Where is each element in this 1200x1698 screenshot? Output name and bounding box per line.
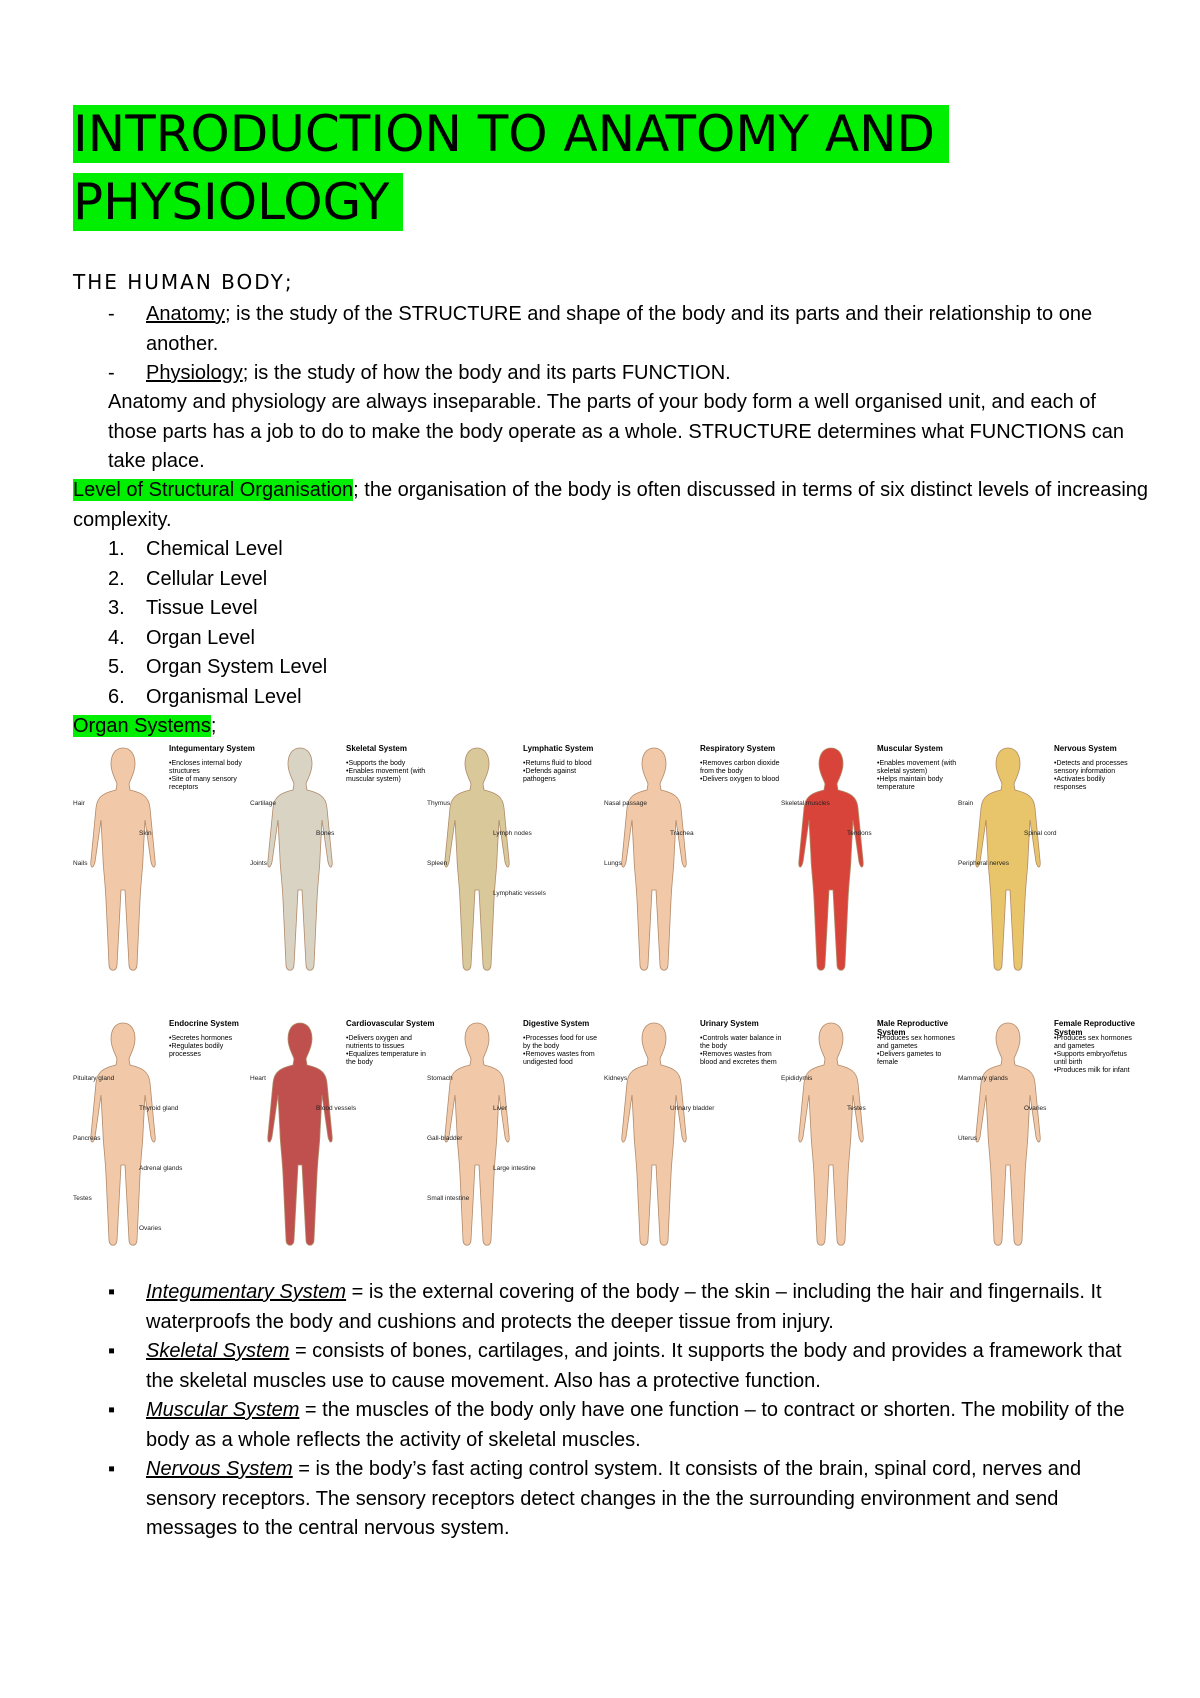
system-description: = is the external covering of the body – the skin – including the hair and fingernails. It waterproofs the body and cushions and protects the deeper tissue from injury. bbox=[146, 1281, 1102, 1333]
definition-list bbox=[108, 300, 1138, 389]
organ-label: Uterus bbox=[958, 1135, 978, 1142]
definition-item bbox=[108, 300, 1138, 359]
organ-system-functions bbox=[700, 1035, 782, 1067]
organ-system-function: • Produces sex hormones and gametes bbox=[877, 1035, 959, 1051]
human-figure-illustration bbox=[781, 740, 881, 980]
list-label: Organ Level bbox=[146, 626, 255, 649]
organ-system-panel bbox=[250, 1015, 435, 1255]
human-figure-illustration bbox=[604, 1015, 704, 1255]
organ-label: Joints bbox=[250, 860, 267, 867]
organ-system-function: • Removes carbon dioxide from the body bbox=[700, 760, 782, 776]
organ-system-panel bbox=[73, 740, 255, 980]
organ-system-function: • Removes wastes from blood and excretes them bbox=[700, 1051, 782, 1067]
organ-system-title: Female Reproductive System bbox=[1054, 1019, 1135, 1037]
body-silhouette bbox=[622, 748, 686, 970]
organ-label: Spinal cord bbox=[1024, 830, 1057, 837]
organ-system-panel bbox=[427, 740, 603, 980]
body-silhouette bbox=[622, 1023, 686, 1245]
organ-label: Trachea bbox=[670, 830, 694, 837]
organ-system-title: Skeletal System bbox=[346, 744, 407, 753]
organ-label: Skin bbox=[139, 830, 152, 837]
list-item bbox=[108, 565, 327, 595]
organ-system-panel bbox=[781, 1015, 957, 1255]
system-name: Muscular System bbox=[146, 1399, 300, 1421]
organ-system-function: • Enables movement (with muscular system) bbox=[346, 768, 428, 784]
heading-suffix: ; bbox=[210, 715, 217, 737]
organ-system-title: Digestive System bbox=[523, 1019, 590, 1028]
organ-label: Hair bbox=[73, 800, 85, 807]
body-silhouette bbox=[799, 748, 863, 970]
body-silhouette bbox=[976, 1023, 1040, 1245]
system-name: Nervous System bbox=[146, 1458, 293, 1480]
organ-system-functions bbox=[523, 1035, 605, 1067]
organ-system-title: Cardiovascular System bbox=[346, 1019, 435, 1028]
organ-system-function: • Processes food for use by the body bbox=[523, 1035, 605, 1051]
system-description-item bbox=[108, 1337, 1148, 1396]
list-label: Chemical Level bbox=[146, 538, 283, 560]
system-description: = consists of bones, cartilages, and joints. It supports the body and provides a framework that the skeletal muscles use to cause movement. Also has a protective function. bbox=[146, 1340, 1122, 1392]
list-number: 3. bbox=[108, 597, 125, 619]
system-description-item bbox=[108, 1455, 1148, 1544]
list-number: 2. bbox=[108, 567, 125, 590]
list-number: 6. bbox=[108, 685, 125, 708]
organ-label: Stomach bbox=[427, 1075, 453, 1082]
organ-label: Ovaries bbox=[1024, 1105, 1047, 1112]
human-figure-illustration bbox=[781, 1015, 881, 1255]
organ-system-function: • Regulates bodily processes bbox=[169, 1043, 251, 1059]
organ-label: Brain bbox=[958, 800, 974, 807]
organ-system-function: • Controls water balance in the body bbox=[700, 1035, 782, 1051]
organ-system-function: • Supports embryo/fetus until birth bbox=[1054, 1051, 1136, 1067]
body-silhouette bbox=[91, 748, 155, 970]
organ-system-function: • Returns fluid to blood bbox=[523, 760, 605, 768]
organ-label: Tendons bbox=[847, 830, 872, 837]
levels-heading: Level of Structural Organisation bbox=[73, 479, 354, 501]
organ-label: Cartilage bbox=[250, 800, 277, 807]
organ-system-function: • Delivers gametes to female bbox=[877, 1051, 959, 1067]
organ-system-functions bbox=[169, 760, 251, 792]
system-name: Skeletal System bbox=[146, 1340, 290, 1362]
body-silhouette bbox=[268, 748, 335, 970]
organ-label: Nails bbox=[73, 860, 88, 867]
list-item bbox=[108, 535, 327, 565]
title-line-1: INTRODUCTION TO ANATOMY AND bbox=[73, 105, 949, 163]
list-item bbox=[108, 683, 327, 713]
list-item bbox=[108, 624, 327, 654]
levels-paragraph bbox=[73, 476, 1148, 535]
list-number: 4. bbox=[108, 626, 125, 649]
organ-system-panel bbox=[604, 740, 780, 980]
organ-label: Thyroid gland bbox=[139, 1105, 179, 1112]
organ-system-title: Urinary System bbox=[700, 1019, 759, 1028]
organ-system-panel bbox=[250, 740, 426, 980]
organ-system-function: • Supports the body bbox=[346, 760, 428, 768]
title-line-2: PHYSIOLOGY bbox=[73, 173, 403, 231]
organ-system-panel bbox=[73, 1015, 249, 1255]
organ-system-function: • Activates bodily responses bbox=[1054, 776, 1136, 792]
organ-label: Liver bbox=[493, 1105, 508, 1112]
organ-system-function: • Site of many sensory receptors bbox=[169, 776, 251, 792]
organ-label: Testes bbox=[73, 1195, 92, 1202]
definition-item bbox=[108, 359, 1138, 389]
organ-system-function: • Produces sex hormones and gametes bbox=[1054, 1035, 1136, 1051]
list-number: 1. bbox=[108, 538, 125, 560]
list-item bbox=[108, 653, 327, 683]
organ-systems-figure-row-1 bbox=[73, 740, 1133, 980]
organ-label: Gall-bladder bbox=[427, 1135, 463, 1142]
organ-label: Spleen bbox=[427, 860, 448, 867]
organ-label: Pituitary gland bbox=[73, 1075, 115, 1082]
organ-label: Epididymis bbox=[781, 1075, 813, 1082]
list-item bbox=[108, 594, 327, 624]
organ-system-function: • Secretes hormones bbox=[169, 1035, 251, 1043]
organ-label: Thymus bbox=[427, 800, 451, 807]
organ-system-function: • Helps maintain body temperature bbox=[877, 776, 959, 792]
list-label: Organismal Level bbox=[146, 685, 302, 708]
intro-paragraph: Anatomy and physiology are always inseparable. The parts of your body form a well organised unit, and each of those parts has a job to do to make the body operate as a whole. STRUCTURE determines what FUNCTIONS can take place. bbox=[108, 391, 1125, 472]
organ-system-panel bbox=[604, 1015, 780, 1255]
body-silhouette bbox=[445, 748, 509, 970]
organ-label: Lungs bbox=[604, 860, 622, 867]
definition-term: Physiology bbox=[146, 362, 243, 384]
organ-label: Nasal passage bbox=[604, 800, 647, 807]
list-label: Organ System Level bbox=[146, 656, 328, 678]
organ-system-functions bbox=[1054, 760, 1136, 792]
organ-label: Peripheral nerves bbox=[958, 860, 1009, 867]
system-description-item bbox=[108, 1278, 1148, 1337]
definition-text: ; is the study of how the body and its parts FUNCTION. bbox=[242, 362, 731, 384]
organ-label: Small intestine bbox=[427, 1195, 470, 1202]
organ-system-function: • Produces milk for infant bbox=[1054, 1067, 1136, 1075]
human-figure-illustration bbox=[250, 1015, 350, 1255]
organ-systems-heading-line bbox=[73, 712, 216, 742]
system-description: = is the body’s fast acting control system. It consists of the brain, spinal cord, nerves and sensory receptors. The sensory receptors detect changes in the the surrounding environment and send messages to the central nervous system. bbox=[146, 1458, 1082, 1539]
organ-label: Lymph nodes bbox=[493, 830, 532, 837]
organ-label: Large intestine bbox=[493, 1165, 536, 1172]
system-name: Integumentary System bbox=[146, 1281, 347, 1303]
definition-text: ; is the study of the STRUCTURE and shape of the body and its parts and their relationship to one another. bbox=[146, 303, 1093, 355]
organ-label: Kidneys bbox=[604, 1075, 628, 1082]
organ-system-panel bbox=[958, 1015, 1134, 1255]
body-silhouette bbox=[268, 1023, 332, 1245]
levels-list bbox=[108, 535, 327, 712]
organ-system-function: • Delivers oxygen to blood bbox=[700, 776, 782, 784]
organ-label: Heart bbox=[250, 1075, 266, 1082]
page-title bbox=[73, 100, 949, 236]
organ-system-panel bbox=[781, 740, 957, 980]
organ-system-function: • Detects and processes sensory information bbox=[1054, 760, 1136, 776]
organ-system-functions bbox=[700, 760, 782, 784]
list-label: Cellular Level bbox=[146, 567, 268, 590]
section-subheading: THE HUMAN BODY; bbox=[73, 270, 294, 294]
organ-system-functions bbox=[877, 760, 959, 792]
organ-system-title: Endocrine System bbox=[169, 1019, 239, 1028]
organ-system-title: Muscular System bbox=[877, 744, 943, 753]
organ-system-functions bbox=[877, 1035, 959, 1067]
organ-system-panel bbox=[958, 740, 1134, 980]
organ-system-functions bbox=[1054, 1035, 1136, 1075]
organ-system-functions bbox=[169, 1035, 251, 1059]
organ-systems-heading: Organ Systems bbox=[73, 715, 211, 737]
organ-system-function: • Equalizes temperature in the body bbox=[346, 1051, 428, 1067]
organ-system-function: • Delivers oxygen and nutrients to tissues bbox=[346, 1035, 428, 1051]
definition-term: Anatomy bbox=[146, 303, 225, 325]
organ-label: Testes bbox=[847, 1105, 866, 1112]
organ-system-functions bbox=[346, 1035, 428, 1067]
system-description-list bbox=[108, 1278, 1148, 1544]
body-silhouette bbox=[799, 1023, 863, 1245]
organ-label: Adrenal glands bbox=[139, 1165, 183, 1172]
organ-label: Lymphatic vessels bbox=[493, 890, 546, 897]
organ-system-panel bbox=[427, 1015, 603, 1255]
list-label: Tissue Level bbox=[146, 597, 258, 619]
organ-label: Mammary glands bbox=[958, 1075, 1008, 1082]
organ-system-function: • Encloses internal body structures bbox=[169, 760, 251, 776]
organ-system-title: Integumentary System bbox=[169, 744, 255, 753]
organ-system-function: • Removes wastes from undigested food bbox=[523, 1051, 605, 1067]
organ-label: Ovaries bbox=[139, 1225, 162, 1232]
levels-text: ; the organisation of the body is often discussed in terms of six distinct levels of increasing complexity. bbox=[73, 479, 1149, 531]
organ-label: Pancreas bbox=[73, 1135, 101, 1142]
organ-system-title: Nervous System bbox=[1054, 744, 1117, 753]
organ-system-title: Male Reproductive System bbox=[877, 1019, 949, 1037]
organ-system-title: Lymphatic System bbox=[523, 744, 594, 753]
organ-label: Bones bbox=[316, 830, 335, 837]
human-figure-illustration bbox=[73, 740, 173, 980]
organ-systems-figure-row-2 bbox=[73, 1015, 1133, 1255]
organ-system-functions bbox=[523, 760, 605, 784]
system-description-item bbox=[108, 1396, 1148, 1455]
organ-system-functions bbox=[346, 760, 428, 784]
list-number: 5. bbox=[108, 656, 125, 678]
system-description: = the muscles of the body only have one function – to contract or shorten. The mobility of the body as a whole reflects the activity of skeletal muscles. bbox=[146, 1399, 1125, 1451]
organ-label: Urinary bladder bbox=[670, 1105, 715, 1112]
organ-system-title: Respiratory System bbox=[700, 744, 776, 753]
organ-system-function: • Defends against pathogens bbox=[523, 768, 605, 784]
organ-system-function: • Enables movement (with skeletal system) bbox=[877, 760, 959, 776]
organ-label: Blood vessels bbox=[316, 1105, 357, 1112]
organ-label: Skeletal muscles bbox=[781, 800, 830, 807]
